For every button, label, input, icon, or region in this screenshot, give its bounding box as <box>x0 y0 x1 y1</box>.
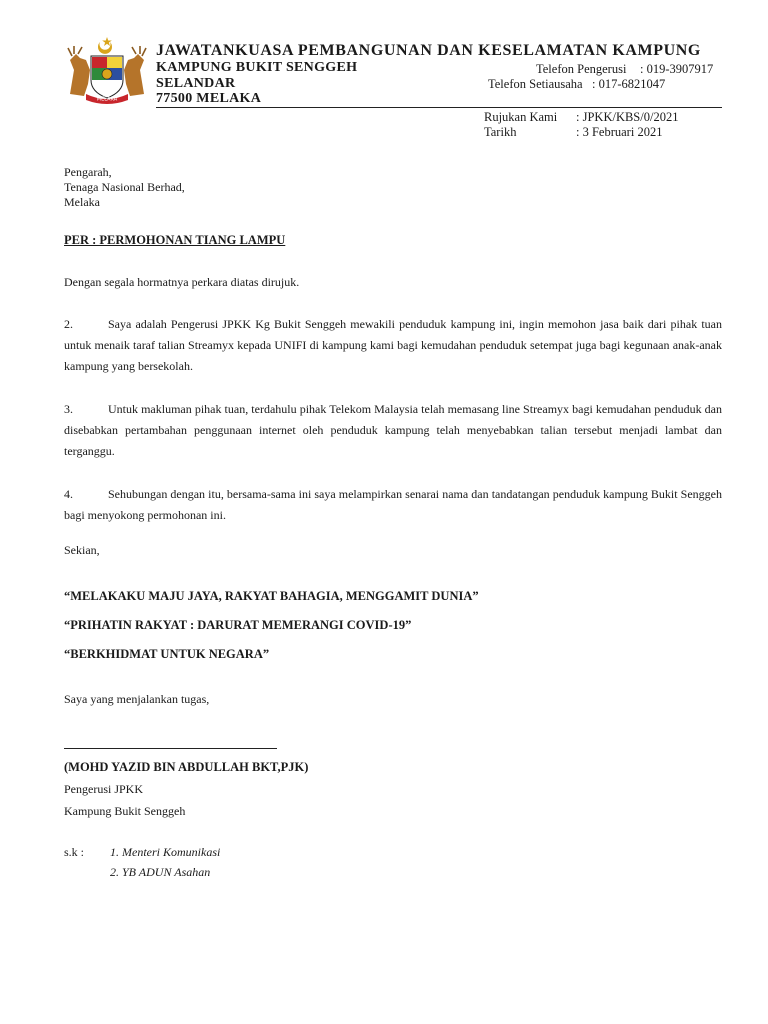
date-label: Tarikh <box>484 125 517 139</box>
paragraph-number: 4. <box>64 487 73 501</box>
reference-label: Rujukan Kami <box>484 110 558 124</box>
paragraph-text: Saya adalah Pengerusi JPKK Kg Bukit Senggeh mewakili penduduk kampung ini, ingin memohon jasa baik dari pihak tuan untuk menaik taraf talian Streamyx kepada UNIFI di kampung kami bagi kemudahan penduduk setempat juga bagi kegunaan anak-anak kampung yang bersekolah. <box>64 317 722 373</box>
paragraph-text: Sehubungan dengan itu, bersama-sama ini saya melampirkan senarai nama dan tandatangan penduduk kampung Bukit Senggeh bagi menyokong permohonan ini. <box>64 487 722 522</box>
paragraph-2 <box>64 314 722 377</box>
cc-item: 1. Menteri Komunikasi <box>110 845 221 859</box>
cc-label: s.k : <box>64 845 85 859</box>
paragraph-number: 2. <box>64 317 73 331</box>
address-line-2: SELANDAR <box>156 76 236 91</box>
signature-line <box>64 748 277 749</box>
motto-3: “BERKHIDMAT UNTUK NEGARA” <box>64 647 270 661</box>
svg-text:MELAKA: MELAKA <box>96 96 118 103</box>
organization-name: JAWATANKUASA PEMBANGUNAN DAN KESELAMATAN KAMPUNG <box>156 42 701 59</box>
date-line <box>484 125 662 140</box>
date-value: : 3 Februari 2021 <box>576 125 663 139</box>
address-line-3: 77500 MELAKA <box>156 91 262 106</box>
paragraph-number: 3. <box>64 402 73 416</box>
recipient-block <box>64 165 185 210</box>
paragraph-4 <box>64 484 722 526</box>
subject-line: PER : PERMOHONAN TIANG LAMPU <box>64 233 286 247</box>
recipient-line: Pengarah, <box>64 165 112 179</box>
motto-2: “PRIHATIN RAKYAT : DARURAT MEMERANGI COVID-19” <box>64 618 412 632</box>
motto-1: “MELAKAKU MAJU JAYA, RAKYAT BAHAGIA, MENGGAMIT DUNIA” <box>64 589 479 603</box>
phone-secretary-value: : 017-6821047 <box>592 77 666 91</box>
duty-line: Saya yang menjalankan tugas, <box>64 692 210 706</box>
recipient-line: Tenaga Nasional Berhad, <box>64 180 185 194</box>
cc-item: 2. YB ADUN Asahan <box>110 865 211 879</box>
reference-value: : JPKK/KBS/0/2021 <box>576 110 679 124</box>
signatory-place: Kampung Bukit Senggeh <box>64 804 186 818</box>
closing-line: Sekian, <box>64 543 100 557</box>
reference-line <box>484 110 678 125</box>
signatory-name: (MOHD YAZID BIN ABDULLAH BKT,PJK) <box>64 760 309 774</box>
melaka-crest-logo <box>64 34 150 106</box>
phone-chair-label: Telefon Pengerusi <box>536 62 627 76</box>
address-line-1: KAMPUNG BUKIT SENGGEH <box>156 60 358 75</box>
header-divider <box>156 107 722 108</box>
paragraph-text: Untuk makluman pihak tuan, terdahulu pihak Telekom Malaysia telah memasang line Streamyx bagi kemudahan penduduk dan disebabkan pertambahan penggunaan internet oleh penduduk kampung telah menyebabkan talian tersebut menjadi lambat dan terganggu. <box>64 402 722 458</box>
phone-chair-value: : 019-3907917 <box>640 62 714 76</box>
phone-secretary-label: Telefon Setiausaha <box>488 77 583 91</box>
opening-line: Dengan segala hormatnya perkara diatas dirujuk. <box>64 275 300 289</box>
paragraph-3 <box>64 399 722 462</box>
signatory-title: Pengerusi JPKK <box>64 782 144 796</box>
recipient-line: Melaka <box>64 195 100 209</box>
